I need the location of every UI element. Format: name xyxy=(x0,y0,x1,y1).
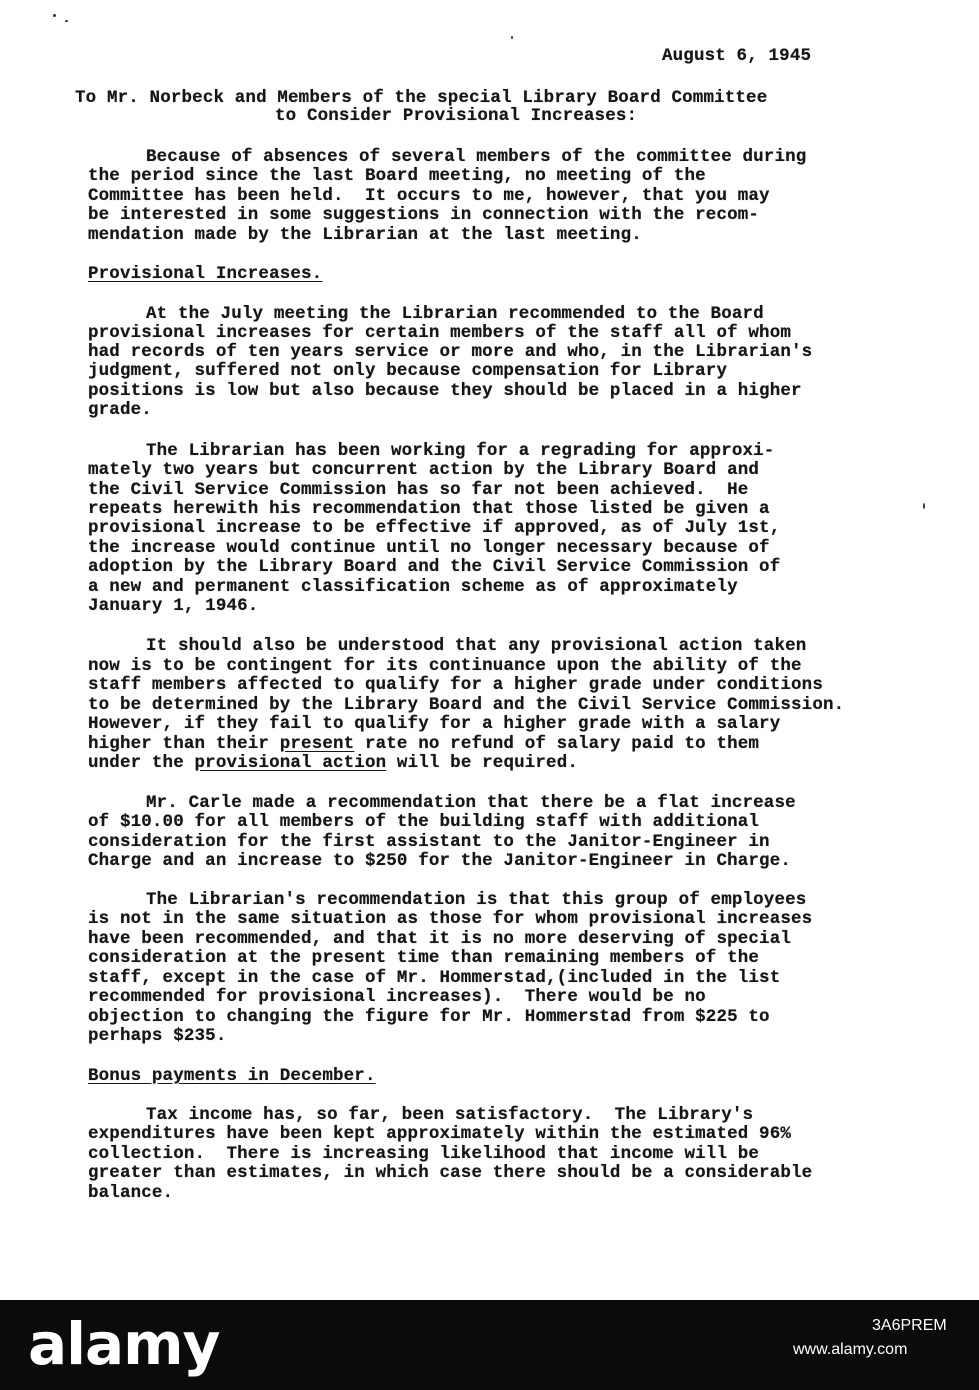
paragraph-line: Tax income has, so far, been satisfactory. The Library's xyxy=(146,1105,754,1125)
paragraph-line: repeats herewith his recommendation that those listed be given a xyxy=(88,499,770,519)
paragraph-line xyxy=(88,734,979,754)
section-heading: Bonus payments in December. xyxy=(88,1066,376,1086)
paragraph-line: the Civil Service Commission has so far not been achieved. He xyxy=(88,480,749,500)
addressee-line: to Consider Provisional Increases: xyxy=(275,106,638,126)
paragraph-line: provisional increase to be effective if approved, as of July 1st, xyxy=(88,518,781,538)
paragraph-line: Committee has been held. It occurs to me, however, that you may xyxy=(88,186,770,206)
paragraph-line: staff members affected to qualify for a higher grade under conditions xyxy=(88,675,823,695)
paragraph-line: greater than estimates, in which case there should be a considerable xyxy=(88,1163,813,1183)
paragraph-line: The Librarian's recommendation is that this group of employees xyxy=(146,890,807,910)
paragraph-line: However, if they fail to qualify for a higher grade with a salary xyxy=(88,714,781,734)
paragraph-line: Because of absences of several members of the committee during xyxy=(146,147,807,167)
paragraph-line: consideration at the present time than remaining members of the xyxy=(88,948,760,968)
text-run: will be required. xyxy=(396,753,579,773)
letter-date: August 6, 1945 xyxy=(662,46,812,66)
text-run: higher than their xyxy=(88,734,280,754)
paragraph-line: grade. xyxy=(88,400,152,420)
paragraph-line: Mr. Carle made a recommendation that there be a flat increase xyxy=(146,793,796,813)
scan-speck xyxy=(53,14,56,17)
paragraph-line: objection to changing the figure for Mr. Hommerstad from $225 to xyxy=(88,1007,770,1027)
paragraph-line: Charge and an increase to $250 for the Janitor-Engineer in Charge. xyxy=(88,851,792,871)
paragraph-line: is not in the same situation as those for whom provisional increases xyxy=(88,909,813,929)
paragraph-line: At the July meeting the Librarian recommended to the Board xyxy=(146,304,764,324)
text-run: rate no refund of salary paid to them xyxy=(364,734,760,754)
paragraph-line: The Librarian has been working for a regrading for approxi- xyxy=(146,441,775,461)
paragraph-line: consideration for the first assistant to the Janitor-Engineer in xyxy=(88,832,770,852)
paragraph-line: It should also be understood that any provisional action taken xyxy=(146,636,807,656)
paragraph-line: mendation made by the Librarian at the last meeting. xyxy=(88,225,642,245)
watermark-bar xyxy=(0,1300,979,1390)
paragraph-line: staff, except in the case of Mr. Hommerstad,(included in the list xyxy=(88,968,781,988)
addressee-line: To Mr. Norbeck and Members of the special Library Board Committee xyxy=(75,88,768,108)
paragraph-line: adoption by the Library Board and the Civil Service Commission of xyxy=(88,557,781,577)
paragraph-line: mately two years but concurrent action by the Library Board and xyxy=(88,460,760,480)
paragraph-line: perhaps $235. xyxy=(88,1026,227,1046)
paragraph-line: a new and permanent classification scheme as of approximately xyxy=(88,577,738,597)
paragraph-line: have been recommended, and that it is no more deserving of special xyxy=(88,929,792,949)
text-run: under the xyxy=(88,753,184,773)
paragraph-line: now is to be contingent for its continuance upon the ability of the xyxy=(88,656,802,676)
paragraph-line: judgment, suffered not only because compensation for Library xyxy=(88,361,728,381)
paragraph-line: had records of ten years service or more and who, in the Librarian's xyxy=(88,342,813,362)
paragraph-line: the period since the last Board meeting, no meeting of the xyxy=(88,166,706,186)
paragraph-line: provisional increases for certain members of the staff all of whom xyxy=(88,323,792,343)
paragraph-line: of $10.00 for all members of the building staff with additional xyxy=(88,812,760,832)
alamy-logo: alamy xyxy=(28,1310,220,1378)
underlined-word: present xyxy=(279,734,355,754)
paragraph-line: the increase would continue until no longer necessary because of xyxy=(88,538,770,558)
section-heading: Provisional Increases. xyxy=(88,264,323,284)
scan-speck xyxy=(65,20,68,22)
image-id: 3A6PREM xyxy=(872,1317,947,1334)
paragraph-line xyxy=(88,753,979,773)
paragraph-line: to be determined by the Library Board and the Civil Service Commission. xyxy=(88,695,845,715)
paragraph-line: positions is low but also because they should be placed in a higher xyxy=(88,381,802,401)
paragraph-line: January 1, 1946. xyxy=(88,596,259,616)
paragraph-line: recommended for provisional increases). There would be no xyxy=(88,987,706,1007)
paragraph-line: be interested in some suggestions in connection with the recom- xyxy=(88,205,760,225)
scan-speck xyxy=(511,36,513,39)
paragraph-line: balance. xyxy=(88,1183,174,1203)
paragraph-line: expenditures have been kept approximately within the estimated 96% xyxy=(88,1124,792,1144)
watermark-url: www.alamy.com xyxy=(793,1341,908,1358)
underlined-phrase: provisional action xyxy=(194,753,387,773)
paragraph-line: collection. There is increasing likelihood that income will be xyxy=(88,1144,760,1164)
